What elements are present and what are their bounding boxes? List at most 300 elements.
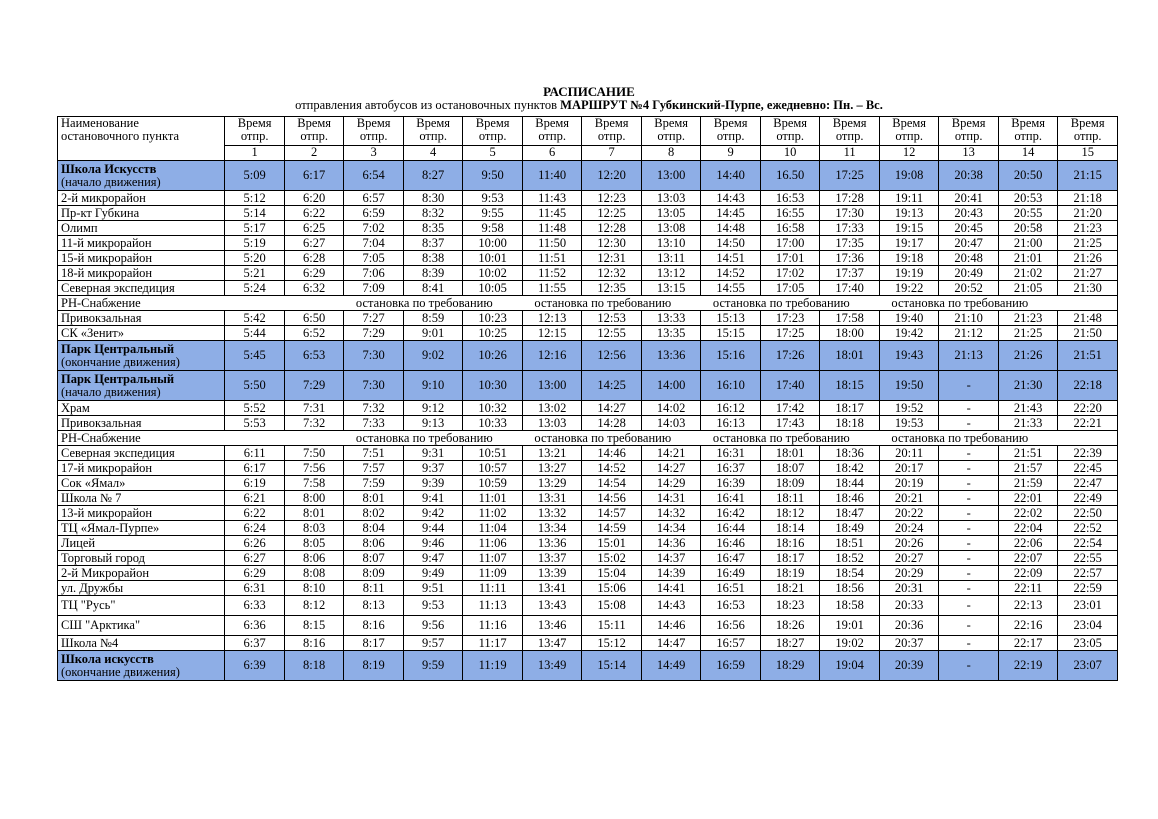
departure-time: 11:11: [463, 581, 523, 596]
header-trip-number: 9: [701, 146, 761, 161]
departure-time: 20:55: [998, 206, 1058, 221]
departure-time: -: [939, 446, 999, 461]
header-time-line1: Время: [475, 116, 510, 130]
request-stop-note: остановка по требованию: [701, 431, 880, 446]
stop-name: 15-й микрорайон: [58, 251, 225, 266]
departure-time: 17:40: [820, 281, 880, 296]
departure-time: 22:52: [1058, 521, 1118, 536]
header-time-line1: Время: [892, 116, 927, 130]
departure-time: 19:42: [879, 326, 939, 341]
departure-time: 13:36: [522, 536, 582, 551]
departure-time: 18:07: [760, 461, 820, 476]
departure-time: 20:19: [879, 476, 939, 491]
departure-time: 9:39: [403, 476, 463, 491]
departure-time: 16:49: [701, 566, 761, 581]
header-row: [58, 117, 1118, 146]
departure-time: 13:37: [522, 551, 582, 566]
departure-time: 20:43: [939, 206, 999, 221]
departure-time: 21:27: [1058, 266, 1118, 281]
departure-time: 17:00: [760, 236, 820, 251]
departure-time: 7:58: [284, 476, 344, 491]
departure-time: 8:06: [284, 551, 344, 566]
departure-time: 14:41: [641, 581, 701, 596]
departure-time: 14:27: [582, 401, 642, 416]
terminal-note: (окончание движения): [61, 664, 180, 679]
departure-time: 22:47: [1058, 476, 1118, 491]
stop-row: [58, 616, 1118, 636]
departure-time: 6:36: [225, 616, 285, 636]
stop-row: [58, 191, 1118, 206]
departure-time: 8:01: [284, 506, 344, 521]
departure-time: 8:19: [344, 651, 404, 681]
departure-time: 14:49: [641, 651, 701, 681]
departure-time: 13:29: [522, 476, 582, 491]
stop-name: 18-й микрорайон: [58, 266, 225, 281]
departure-time: -: [939, 476, 999, 491]
departure-time: 18:21: [760, 581, 820, 596]
departure-time: 10:33: [463, 416, 523, 431]
departure-time: 21:00: [998, 236, 1058, 251]
departure-time: 7:32: [344, 401, 404, 416]
stop-row: [58, 221, 1118, 236]
header-stop-name: [58, 117, 225, 161]
departure-time: 14:57: [582, 506, 642, 521]
departure-time: 14:51: [701, 251, 761, 266]
departure-time: 14:52: [701, 266, 761, 281]
departure-time: 17:36: [820, 251, 880, 266]
departure-time: 16:37: [701, 461, 761, 476]
departure-time: 12:25: [582, 206, 642, 221]
departure-time: 21:05: [998, 281, 1058, 296]
departure-time: 23:01: [1058, 596, 1118, 616]
departure-time: 10:00: [463, 236, 523, 251]
stop-name: [58, 651, 225, 681]
departure-time: 13:00: [522, 371, 582, 401]
departure-time: 18:54: [820, 566, 880, 581]
stop-row: [58, 636, 1118, 651]
departure-time: 5:14: [225, 206, 285, 221]
departure-time: 6:27: [225, 551, 285, 566]
departure-time: 20:26: [879, 536, 939, 551]
departure-time: 8:00: [284, 491, 344, 506]
departure-time: 18:49: [820, 521, 880, 536]
departure-time: 14:02: [641, 401, 701, 416]
departure-time: 14:31: [641, 491, 701, 506]
departure-time: 8:07: [344, 551, 404, 566]
departure-time: 16:41: [701, 491, 761, 506]
departure-time: 21:51: [1058, 341, 1118, 371]
departure-time: 18:56: [820, 581, 880, 596]
departure-time: 22:55: [1058, 551, 1118, 566]
departure-time: 12:28: [582, 221, 642, 236]
departure-time: 13:21: [522, 446, 582, 461]
departure-time: 22:04: [998, 521, 1058, 536]
stop-name: Олимп: [58, 221, 225, 236]
departure-time: 11:06: [463, 536, 523, 551]
header-time-line1: Время: [654, 116, 689, 130]
departure-time: 14:50: [701, 236, 761, 251]
stop-name: СШ "Арктика": [58, 616, 225, 636]
stop-row: [58, 266, 1118, 281]
stop-name: 17-й микрорайон: [58, 461, 225, 476]
departure-time: 14:39: [641, 566, 701, 581]
header-time-line1: Время: [535, 116, 570, 130]
departure-time: 22:13: [998, 596, 1058, 616]
stop-name: Храм: [58, 401, 225, 416]
header-trip-number: 15: [1058, 146, 1118, 161]
departure-time: 20:49: [939, 266, 999, 281]
departure-time: 22:06: [998, 536, 1058, 551]
departure-time: 7:09: [344, 281, 404, 296]
departure-time: 5:21: [225, 266, 285, 281]
departure-time: 7:29: [344, 326, 404, 341]
departure-time: 16:13: [701, 416, 761, 431]
departure-time: 6:50: [284, 311, 344, 326]
departure-time: 16:47: [701, 551, 761, 566]
departure-time: 6:20: [284, 191, 344, 206]
departure-time: 8:11: [344, 581, 404, 596]
departure-time: 11:52: [522, 266, 582, 281]
header-time-label: [1058, 117, 1118, 146]
departure-time: -: [939, 521, 999, 536]
stop-row: [58, 521, 1118, 536]
departure-time: -: [939, 566, 999, 581]
header-time-line1: Время: [416, 116, 451, 130]
header-time-label: [522, 117, 582, 146]
stop-name: [58, 371, 225, 401]
departure-time: 13:05: [641, 206, 701, 221]
departure-time: 23:05: [1058, 636, 1118, 651]
terminal-name: Школа Искусств: [61, 161, 157, 176]
departure-time: 14:46: [582, 446, 642, 461]
departure-time: 6:53: [284, 341, 344, 371]
departure-time: 21:02: [998, 266, 1058, 281]
departure-time: 8:30: [403, 191, 463, 206]
request-stop-row: [58, 296, 1118, 311]
departure-time: 6:33: [225, 596, 285, 616]
departure-time: 11:17: [463, 636, 523, 651]
departure-time: 18:27: [760, 636, 820, 651]
departure-time: 13:32: [522, 506, 582, 521]
departure-time: 12:32: [582, 266, 642, 281]
departure-time: 16:46: [701, 536, 761, 551]
departure-time: 20:29: [879, 566, 939, 581]
terminal-note: (начало движения): [61, 174, 161, 189]
schedule-title: РАСПИСАНИЕ: [543, 84, 635, 99]
header-time-line1: Время: [1011, 116, 1046, 130]
header-time-line2: отпр.: [419, 129, 447, 143]
departure-time: 7:50: [284, 446, 344, 461]
departure-time: 14:28: [582, 416, 642, 431]
departure-time: 12:30: [582, 236, 642, 251]
header-time-line2: отпр.: [835, 129, 864, 143]
departure-time: 16:57: [701, 636, 761, 651]
stop-name: Торговый город: [58, 551, 225, 566]
departure-time: 11:09: [463, 566, 523, 581]
departure-time: 21:10: [939, 311, 999, 326]
header-time-line2: отпр.: [597, 129, 626, 143]
departure-time: 18:00: [820, 326, 880, 341]
departure-time: 18:18: [820, 416, 880, 431]
departure-time: -: [939, 596, 999, 616]
departure-time: 20:45: [939, 221, 999, 236]
departure-time: 11:01: [463, 491, 523, 506]
departure-time: 17:25: [820, 161, 880, 191]
departure-time: 14:37: [641, 551, 701, 566]
departure-time: 19:02: [820, 636, 880, 651]
departure-time: 15:08: [582, 596, 642, 616]
departure-time: 19:11: [879, 191, 939, 206]
departure-time: 7:04: [344, 236, 404, 251]
departure-time: 9:02: [403, 341, 463, 371]
departure-time: 20:37: [879, 636, 939, 651]
departure-time: 14:56: [582, 491, 642, 506]
departure-time: 10:05: [463, 281, 523, 296]
header-time-line1: Время: [773, 116, 808, 130]
departure-time: 9:41: [403, 491, 463, 506]
departure-time: 9:58: [463, 221, 523, 236]
departure-time: 7:27: [344, 311, 404, 326]
departure-time: 18:51: [820, 536, 880, 551]
departure-time: 22:54: [1058, 536, 1118, 551]
departure-time: 16:44: [701, 521, 761, 536]
departure-time: 17:33: [820, 221, 880, 236]
departure-time: 9:31: [403, 446, 463, 461]
departure-time: 7:32: [284, 416, 344, 431]
stop-name: Привокзальная: [58, 311, 225, 326]
departure-time: 10:26: [463, 341, 523, 371]
departure-time: 7:05: [344, 251, 404, 266]
departure-time: 8:06: [344, 536, 404, 551]
terminal-name: Школа искусств: [61, 651, 154, 666]
departure-time: -: [939, 416, 999, 431]
departure-time: 21:48: [1058, 311, 1118, 326]
departure-time: 9:10: [403, 371, 463, 401]
departure-time: 22:45: [1058, 461, 1118, 476]
departure-time: 21:13: [939, 341, 999, 371]
departure-time: 15:04: [582, 566, 642, 581]
header-time-line2: отпр.: [478, 129, 507, 143]
departure-time: 17:40: [760, 371, 820, 401]
departure-time: 10:23: [463, 311, 523, 326]
departure-time: -: [939, 636, 999, 651]
departure-time: 18:17: [820, 401, 880, 416]
departure-time: 21:26: [1058, 251, 1118, 266]
departure-time: 17:28: [820, 191, 880, 206]
departure-time: 14:21: [641, 446, 701, 461]
departure-time: 18:16: [760, 536, 820, 551]
subtitle-route: МАРШРУТ №4 Губкинский-Пурпе, ежедневно: Пн. – Вс.: [560, 98, 883, 112]
departure-time: 8:03: [284, 521, 344, 536]
departure-time: 20:33: [879, 596, 939, 616]
departure-time: 13:03: [522, 416, 582, 431]
stop-row: [58, 281, 1118, 296]
stop-name: СК «Зенит»: [58, 326, 225, 341]
header-trip-number: 8: [641, 146, 701, 161]
departure-time: 8:10: [284, 581, 344, 596]
departure-time: 22:18: [1058, 371, 1118, 401]
departure-time: 17:05: [760, 281, 820, 296]
departure-time: 19:17: [879, 236, 939, 251]
departure-time: 15:01: [582, 536, 642, 551]
departure-time: 18:09: [760, 476, 820, 491]
departure-time: 13:31: [522, 491, 582, 506]
request-stop-note: остановка по требованию: [879, 431, 1058, 446]
departure-time: -: [939, 371, 999, 401]
departure-time: 22:01: [998, 491, 1058, 506]
departure-time: 6:17: [284, 161, 344, 191]
departure-time: 21:23: [998, 311, 1058, 326]
stop-row: [58, 401, 1118, 416]
departure-time: 8:08: [284, 566, 344, 581]
departure-time: 12:20: [582, 161, 642, 191]
header-trip-number: 5: [463, 146, 523, 161]
departure-time: 16:53: [701, 596, 761, 616]
departure-time: 21:15: [1058, 161, 1118, 191]
departure-time: 13:03: [641, 191, 701, 206]
departure-time: 8:37: [403, 236, 463, 251]
departure-time: 6:22: [284, 206, 344, 221]
departure-time: 20:27: [879, 551, 939, 566]
departure-time: 14:52: [582, 461, 642, 476]
departure-time: 9:44: [403, 521, 463, 536]
departure-time: 15:06: [582, 581, 642, 596]
departure-time: 18:01: [760, 446, 820, 461]
departure-time: 20:21: [879, 491, 939, 506]
departure-time: 5:19: [225, 236, 285, 251]
departure-time: 18:26: [760, 616, 820, 636]
departure-time: 6:29: [225, 566, 285, 581]
departure-time: 20:53: [998, 191, 1058, 206]
departure-time: 6:26: [225, 536, 285, 551]
stop-name: Северная экспедиция: [58, 446, 225, 461]
departure-time: 20:47: [939, 236, 999, 251]
departure-time: 8:41: [403, 281, 463, 296]
header-time-label: [939, 117, 999, 146]
departure-time: 22:49: [1058, 491, 1118, 506]
departure-time: 8:35: [403, 221, 463, 236]
departure-time: 18:42: [820, 461, 880, 476]
stop-row: [58, 506, 1118, 521]
header-time-line1: Время: [951, 116, 986, 130]
departure-time: 8:05: [284, 536, 344, 551]
stop-row: [58, 566, 1118, 581]
departure-time: 11:40: [522, 161, 582, 191]
departure-time: 10:30: [463, 371, 523, 401]
departure-time: 7:56: [284, 461, 344, 476]
departure-time: 14:03: [641, 416, 701, 431]
departure-time: 9:46: [403, 536, 463, 551]
stop-name: Школа №4: [58, 636, 225, 651]
departure-time: 9:53: [403, 596, 463, 616]
stop-name: ул. Дружбы: [58, 581, 225, 596]
departure-time: 6:39: [225, 651, 285, 681]
header-time-line2: отпр.: [240, 129, 269, 143]
departure-time: 20:58: [998, 221, 1058, 236]
request-stop-note: остановка по требованию: [344, 296, 523, 311]
stop-name: 2-й Микрорайон: [58, 566, 225, 581]
stop-name: 13-й микрорайон: [58, 506, 225, 521]
stop-row: [58, 581, 1118, 596]
header-name-line1: Наименование: [61, 116, 139, 130]
departure-time: 14:55: [701, 281, 761, 296]
departure-time: 9:01: [403, 326, 463, 341]
departure-time: 8:32: [403, 206, 463, 221]
header-name-line2: остановочного пункта: [61, 129, 180, 143]
departure-time: 11:13: [463, 596, 523, 616]
stop-name: Пр-кт Губкина: [58, 206, 225, 221]
departure-time: 20:11: [879, 446, 939, 461]
departure-time: 12:31: [582, 251, 642, 266]
departure-time: 16:55: [760, 206, 820, 221]
departure-time: -: [939, 401, 999, 416]
departure-time: 6:11: [225, 446, 285, 461]
departure-time: 13:11: [641, 251, 701, 266]
departure-time: 10:25: [463, 326, 523, 341]
stop-name: Сок «Ямал»: [58, 476, 225, 491]
header-time-line2: отпр.: [359, 129, 388, 143]
departure-time: 22:19: [998, 651, 1058, 681]
departure-time: 13:49: [522, 651, 582, 681]
header-time-label: [879, 117, 939, 146]
departure-time: 22:50: [1058, 506, 1118, 521]
departure-time: 9:37: [403, 461, 463, 476]
departure-time: 6:52: [284, 326, 344, 341]
stop-row: [58, 251, 1118, 266]
departure-time: 21:30: [998, 371, 1058, 401]
stop-name: [58, 341, 225, 371]
departure-time: 13:33: [641, 311, 701, 326]
departure-time: 7:59: [344, 476, 404, 491]
departure-time: 11:45: [522, 206, 582, 221]
header-time-label: [344, 117, 404, 146]
departure-time: 22:20: [1058, 401, 1118, 416]
header-trip-number: 7: [582, 146, 642, 161]
departure-time: 19:43: [879, 341, 939, 371]
header-trip-number: 3: [344, 146, 404, 161]
terminal-row: [58, 651, 1118, 681]
departure-time: 13:43: [522, 596, 582, 616]
departure-time: -: [939, 506, 999, 521]
stop-name: Школа № 7: [58, 491, 225, 506]
departure-time: 15:16: [701, 341, 761, 371]
departure-time: 5:52: [225, 401, 285, 416]
departure-time: 21:43: [998, 401, 1058, 416]
header-time-line2: отпр.: [1073, 129, 1102, 143]
departure-time: 5:09: [225, 161, 285, 191]
departure-time: 9:50: [463, 161, 523, 191]
departure-time: 13:34: [522, 521, 582, 536]
departure-time: 12:15: [522, 326, 582, 341]
departure-time: 9:56: [403, 616, 463, 636]
stop-row: [58, 206, 1118, 221]
departure-time: 7:33: [344, 416, 404, 431]
departure-time: 21:23: [1058, 221, 1118, 236]
departure-time: 18:12: [760, 506, 820, 521]
departure-time: 9:47: [403, 551, 463, 566]
departure-time: 14:45: [701, 206, 761, 221]
request-stop-note: остановка по требованию: [344, 431, 523, 446]
header-trip-number: 14: [998, 146, 1058, 161]
departure-time: 15:15: [701, 326, 761, 341]
departure-time: 15:13: [701, 311, 761, 326]
departure-time: 20:22: [879, 506, 939, 521]
departure-time: 20:39: [879, 651, 939, 681]
departure-time: 21:51: [998, 446, 1058, 461]
departure-time: 7:02: [344, 221, 404, 236]
departure-time: 18:52: [820, 551, 880, 566]
departure-time: 18:44: [820, 476, 880, 491]
